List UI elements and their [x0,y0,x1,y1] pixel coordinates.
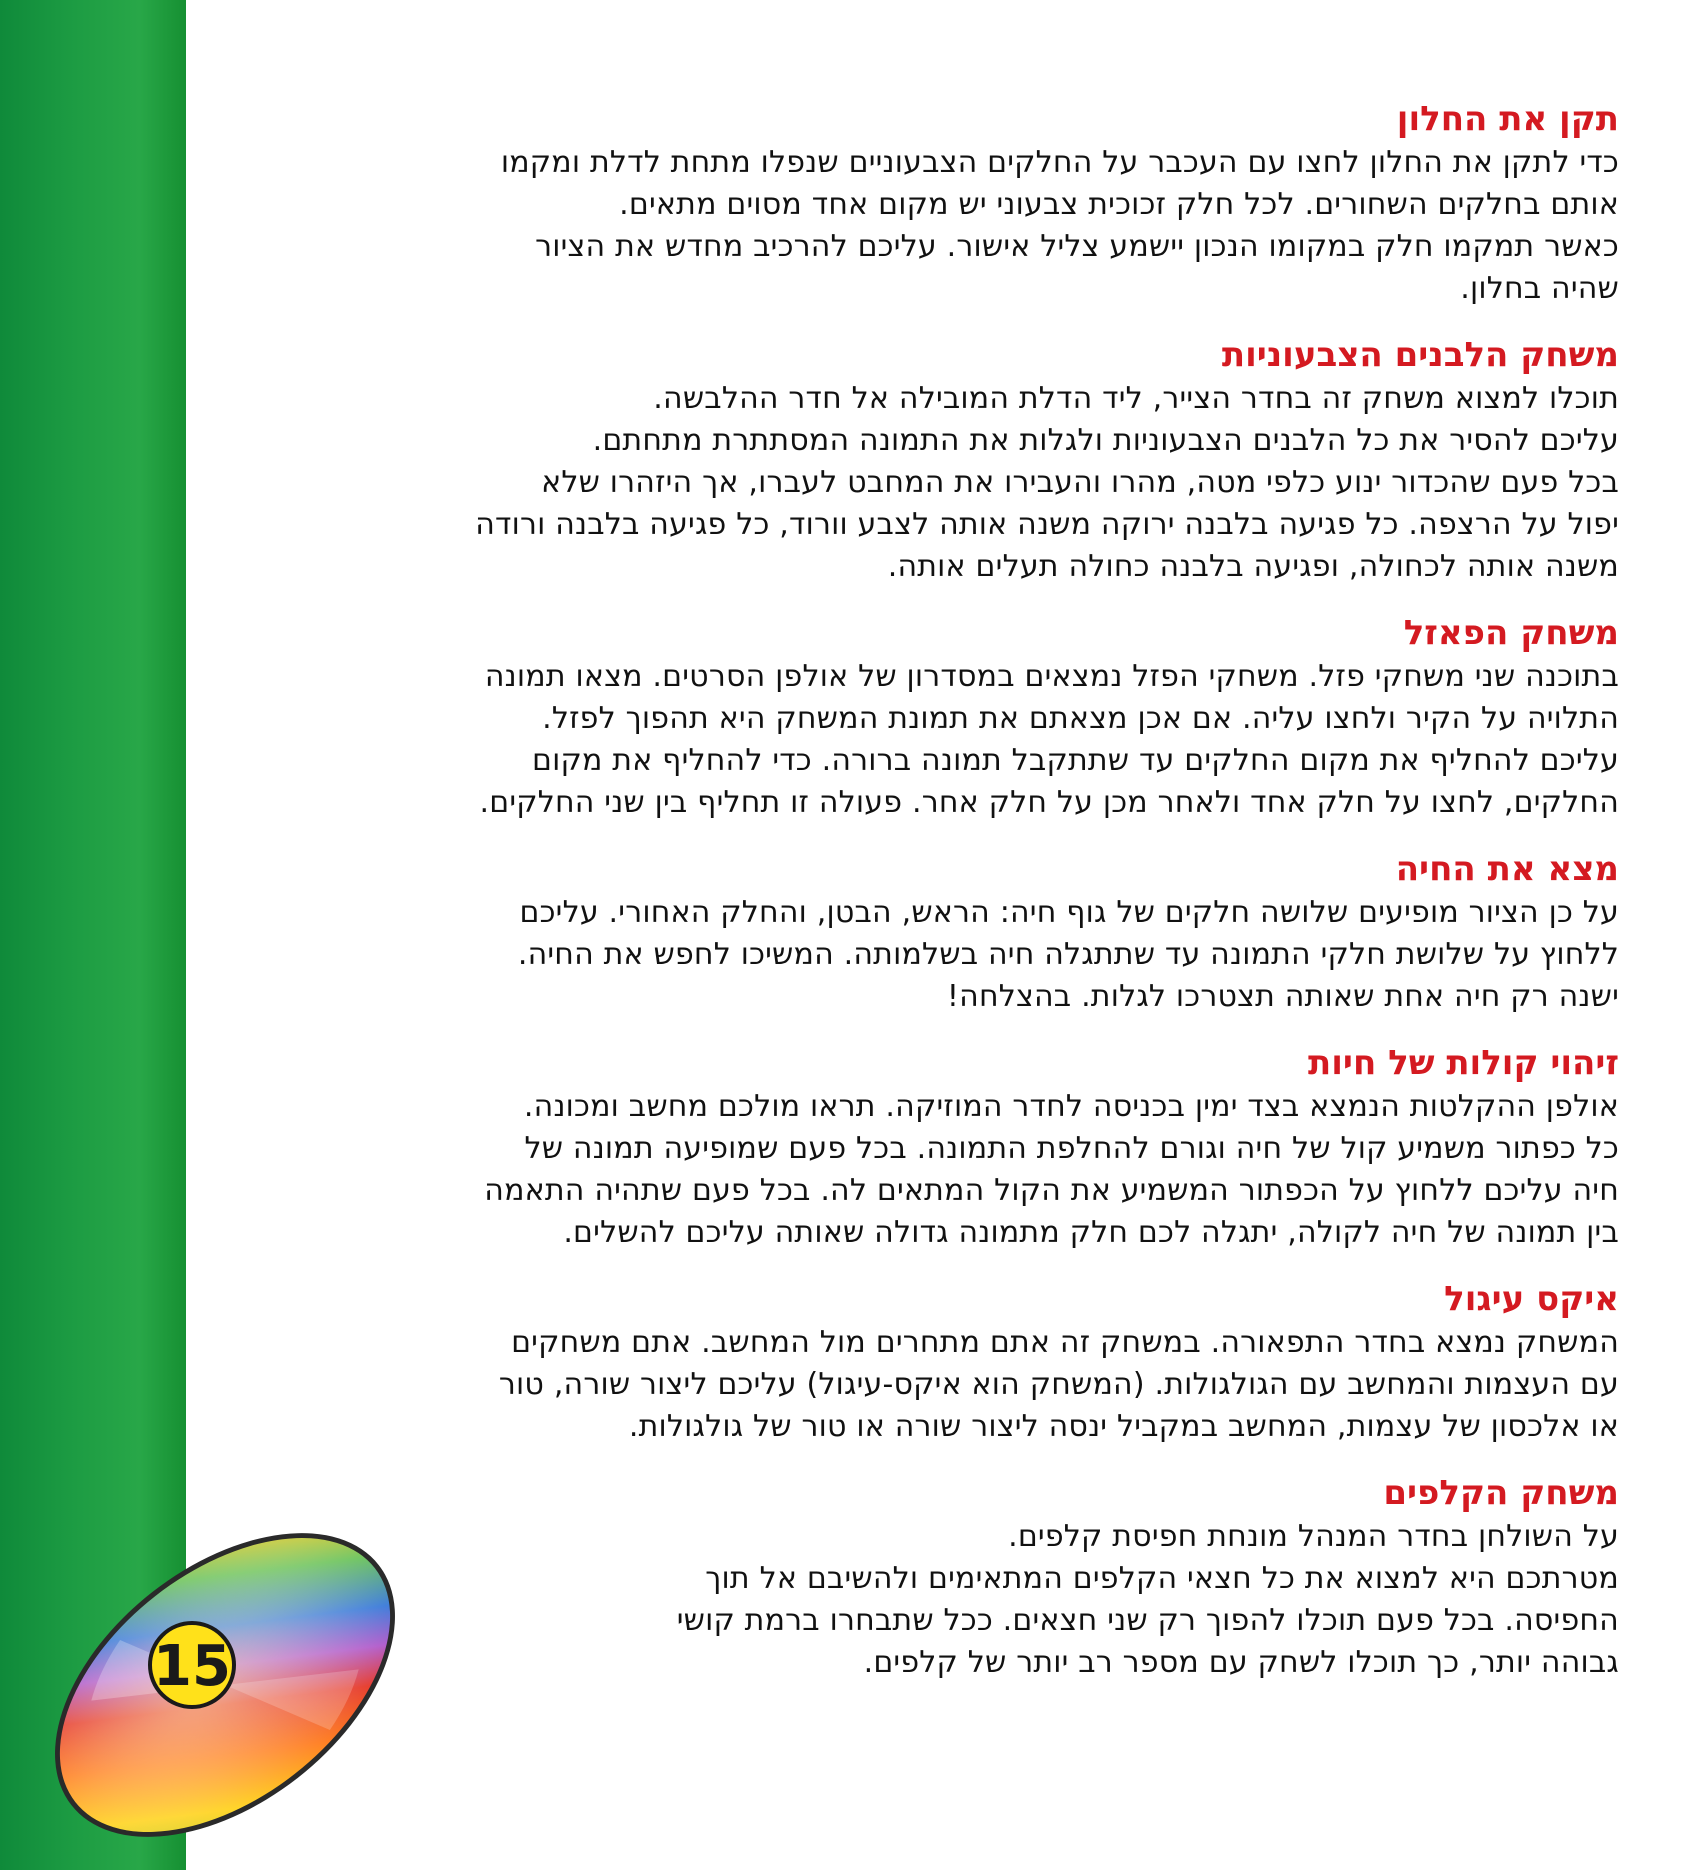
paragraph-line: עליכם להסיר את כל הלבנים הצבעוניות ולגלות את התמונה המסתתרת מתחתם. [592,423,1619,458]
section-bricks-game [230,332,1619,588]
paragraph-line: החפיסה. בכל פעם תוכלו להפוך רק שני חצאים. ככל שתבחרו ברמת קושי [676,1603,1619,1638]
section-paragraph [230,1516,1619,1684]
paragraph-line: כדי לתקן את החלון לחצו עם העכבר על החלקים הצבעוניים שנפלו מתחת לדלת ומקמו [500,145,1619,180]
section-animal-sounds [230,1040,1619,1254]
paragraph-line: או אלכסון של עצמות, המחשב במקביל ינסה ליצור שורה או טור של גולגולות. [628,1409,1619,1444]
section-paragraph [230,1086,1619,1254]
section-heading: משחק הפאזל [1403,613,1619,653]
section-cards-game [230,1470,1619,1684]
section-heading: משחק הלבנים הצבעוניות [1221,335,1619,375]
paragraph-line: גבוהה יותר, כך תוכלו לשחק עם מספר רב יותר של קלפים. [863,1645,1619,1680]
paragraph-line: ללחוץ על שלושת חלקי התמונה עד שתתגלה חיה בשלמותה. המשיכו לחפש את החיה. [517,937,1619,972]
section-paragraph [230,142,1619,310]
section-puzzle-game [230,610,1619,824]
paragraph-line: שהיה בחלון. [1460,271,1619,306]
paragraph-line: על השולחן בחדר המנהל מונחת חפיסת קלפים. [1008,1519,1619,1554]
section-tic-tac-toe [230,1276,1619,1448]
section-find-animal [230,846,1619,1018]
paragraph-line: על כן הציור מופיעים שלושה חלקים של גוף חיה: הראש, הבטן, והחלק האחורי. עליכם [519,895,1619,930]
paragraph-line: חיה עליכם ללחוץ על הכפתור המשמיע את הקול המתאים לה. בכל פעם שתהיה התאמה [484,1173,1619,1208]
paragraph-line: יפול על הרצפה. כל פגיעה בלבנה ירוקה משנה אותה לצבע וורוד, כל פגיעה בלבנה ורודה [475,507,1619,542]
paragraph-line: בכל פעם שהכדור ינוע כלפי מטה, מהרו והעבירו את המחבט לעברו, אך היזהרו שלא [541,465,1619,500]
paragraph-line: אותם בחלקים השחורים. לכל חלק זכוכית צבעוני יש מקום אחד מסוים מתאים. [619,187,1619,222]
paragraph-line: ישנה רק חיה אחת שאותה תצטרכו לגלות. בהצלחה! [946,979,1619,1014]
section-paragraph [230,378,1619,588]
paragraph-line: בתוכנה שני משחקי פזל. משחקי הפזל נמצאים במסדרון של אולפן הסרטים. מצאו תמונה [484,659,1619,694]
section-fix-window [230,96,1619,310]
paragraph-line: תוכלו למצוא משחק זה בחדר הצייר, ליד הדלת המובילה אל חדר ההלבשה. [653,381,1619,416]
paragraph-line: החלקים, לחצו על חלק אחד ולאחר מכן על חלק אחר. פעולה זו תחליף בין שני החלקים. [479,785,1619,820]
paragraph-line: מטרתכם היא למצוא את כל חצאי הקלפים המתאימים ולהשיבם אל תוך [705,1561,1619,1596]
paragraph-line: התלויה על הקיר ולחצו עליה. אם אכן מצאתם את תמונת המשחק היא תהפוך לפזל. [542,701,1619,736]
page-number: 15 [153,1634,231,1699]
paragraph-line: כאשר תמקמו חלק במקומו הנכון יישמע צליל אישור. עליכם להרכיב מחדש את הציור [535,229,1619,264]
section-heading: משחק הקלפים [1383,1473,1619,1513]
section-paragraph [230,892,1619,1018]
paragraph-line: כל כפתור משמיע קול של חיה וגורם להחלפת התמונה. בכל פעם שמופיעה תמונה של [524,1131,1619,1166]
section-paragraph [230,656,1619,824]
section-heading: מצא את החיה [1395,849,1619,889]
paragraph-line: המשחק נמצא בחדר התפאורה. במשחק זה אתם מתחרים מול המחשב. אתם משחקים [511,1325,1619,1360]
paragraph-line: משנה אותה לכחולה, ופגיעה בלבנה כחולה תעלים אותה. [887,549,1619,584]
section-heading: איקס עיגול [1444,1279,1619,1319]
paragraph-line: עם העצמות והמחשב עם הגולגולות. (המשחק הוא איקס-עיגול) עליכם ליצור שורה, טור [498,1367,1619,1402]
instructions-content [230,96,1619,1706]
section-paragraph [230,1322,1619,1448]
paragraph-line: אולפן ההקלטות הנמצא בצד ימין בכניסה לחדר המוזיקה. תראו מולכם מחשב ומכונה. [523,1089,1619,1124]
paragraph-line: בין תמונה של חיה לקולה, יתגלה לכם חלק מתמונה גדולה שאותה עליכם להשלים. [563,1215,1619,1250]
section-heading: תקן את החלון [1396,99,1619,139]
section-heading: זיהוי קולות של חיות [1308,1043,1619,1083]
paragraph-line: עליכם להחליף את מקום החלקים עד שתתקבל תמונה ברורה. כדי להחליף את מקום [532,743,1619,778]
